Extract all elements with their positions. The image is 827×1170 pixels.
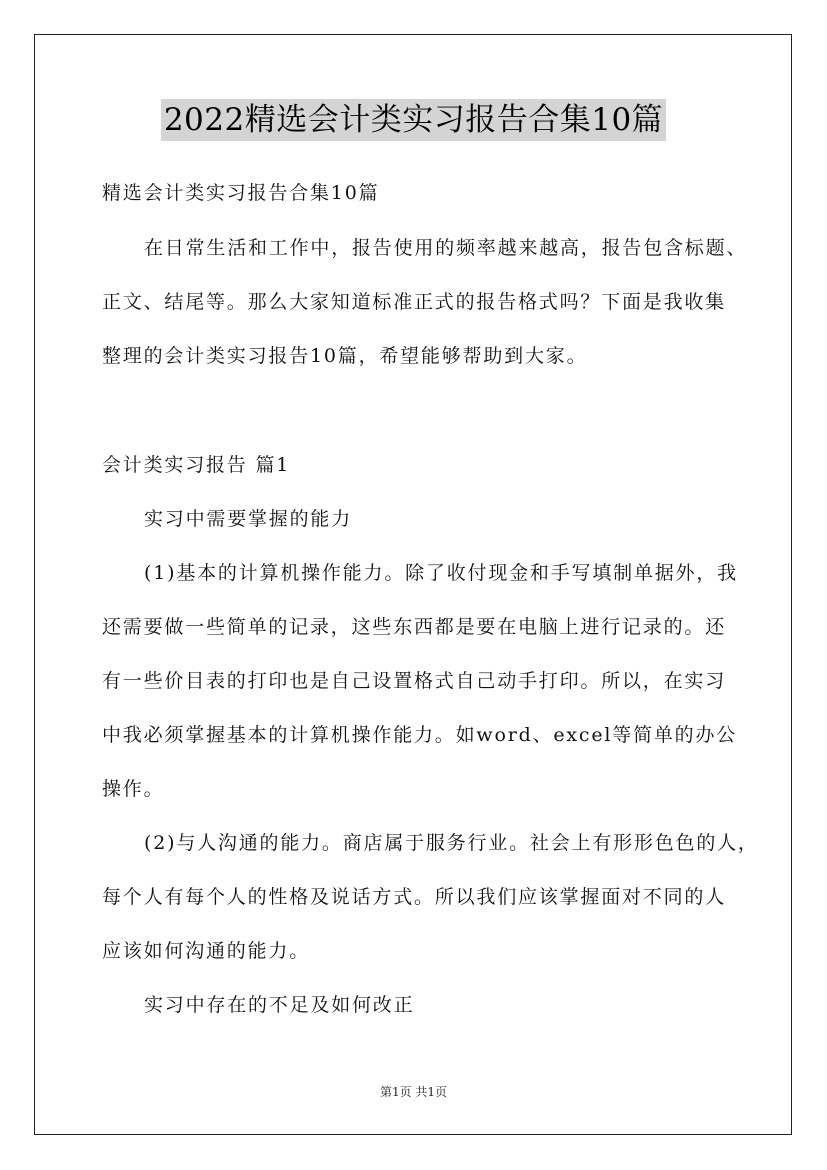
document-title: 2022精选会计类实习报告合集10篇 [161,99,666,141]
para2-line-2: 每个人有每个人的性格及说话方式。所以我们应该掌握面对不同的人 [102,886,727,908]
page-footer: 第1页 共1页 [379,1085,448,1099]
intro-line-3: 整理的会计类实习报告10篇，希望能够帮助到大家。 [102,345,588,367]
subheading-skills: 实习中需要掌握的能力 [144,508,353,530]
subheading-shortcomings: 实习中存在的不足及如何改正 [144,994,415,1016]
section-heading: 会计类实习报告 篇1 [102,454,291,476]
document-subtitle: 精选会计类实习报告合集10篇 [102,182,380,204]
title-wrap [0,99,827,141]
para1-line-5: 操作。 [102,778,165,800]
para1-line-2: 还需要做一些简单的记录，这些东西都是要在电脑上进行记录的。还 [102,616,727,638]
para1-line-1: (1)基本的计算机操作能力。除了收付现金和手写填制单据外，我 [144,562,738,584]
para1-line-3: 有一些价目表的打印也是自己设置格式自己动手打印。所以，在实习 [102,670,727,692]
para2-line-3: 应该如何沟通的能力。 [102,940,311,962]
intro-line-1: 在日常生活和工作中，报告使用的频率越来越高，报告包含标题、 [144,237,748,259]
para1-line-4: 中我必须掌握基本的计算机操作能力。如word、excel等简单的办公 [102,724,738,746]
para2-line-1: (2)与人沟通的能力。商店属于服务行业。社会上有形形色色的人， [144,832,759,854]
intro-line-2: 正文、结尾等。那么大家知道标准正式的报告格式吗？下面是我收集 [102,291,727,313]
